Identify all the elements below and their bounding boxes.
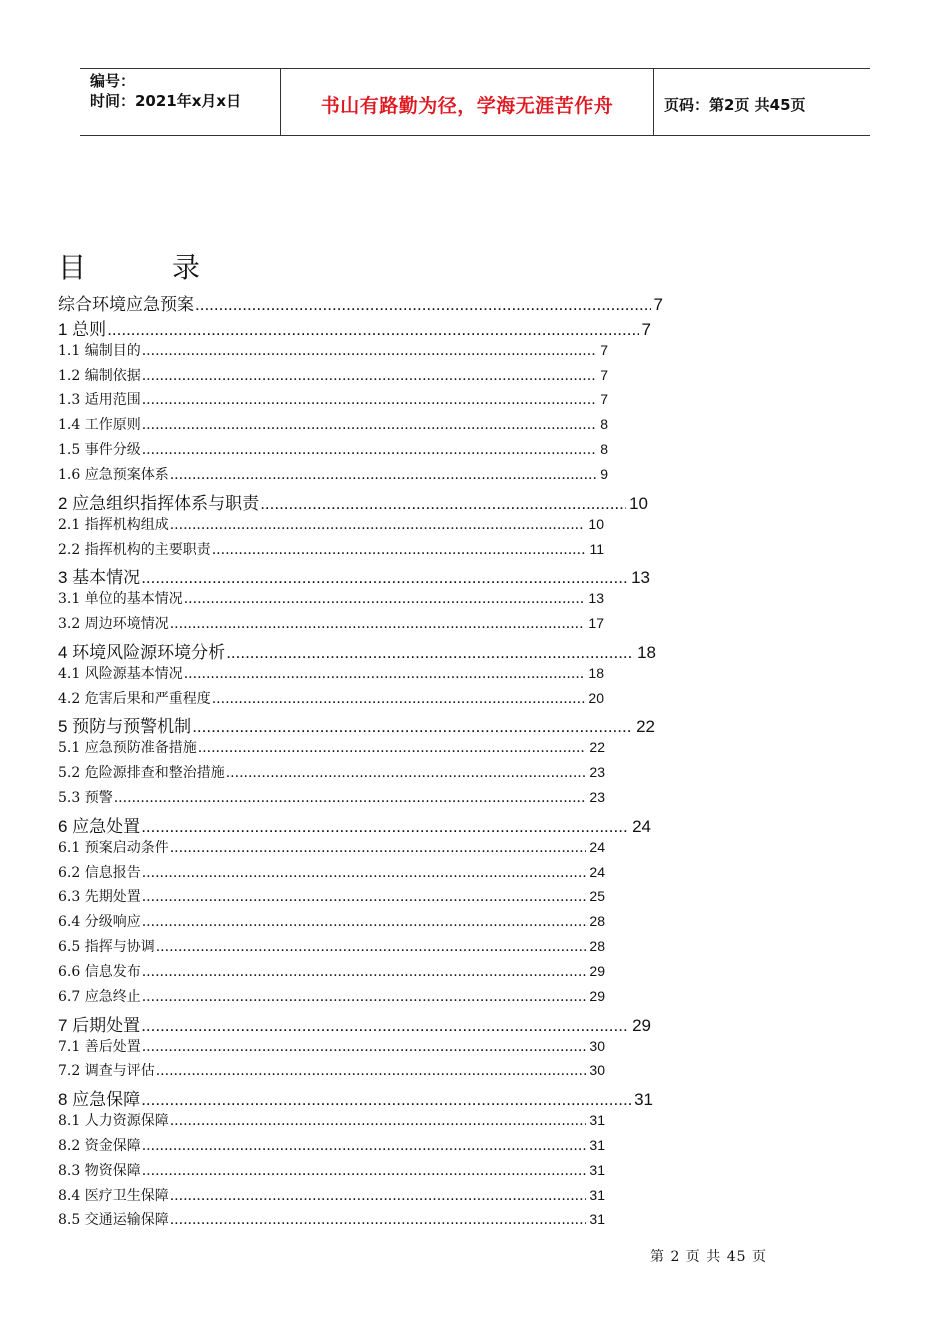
toc-dot-leader: [142, 964, 587, 980]
toc-entry-page: 24: [589, 863, 605, 880]
toc-dot-leader: [198, 740, 587, 756]
toc-entry-title: 2.2 指挥机构的主要职责: [58, 541, 211, 558]
toc-entry-title: 1.1 编制目的: [58, 342, 141, 359]
toc-entry-title: 6 应急处置: [58, 816, 141, 836]
toc-section-entry[interactable]: [58, 1060, 605, 1080]
toc-entry-title: 综合环境应急预案: [58, 295, 194, 314]
toc-dot-leader: [141, 568, 628, 588]
toc-entry-page: 31: [634, 1090, 653, 1110]
toc-dot-leader: [141, 817, 629, 837]
toc-dot-leader: [195, 295, 651, 315]
toc-entry-page: 10: [588, 515, 604, 532]
toc-entry-page: 28: [589, 913, 605, 930]
toc-entry-page: 24: [589, 838, 605, 855]
toc-entry-title: 4.2 危害后果和严重程度: [58, 690, 211, 707]
toc-section-entry[interactable]: [58, 439, 608, 459]
toc-entry-title: 1.5 事件分级: [58, 442, 141, 459]
toc-dot-leader: [184, 591, 586, 607]
toc-entry-title: 3.1 单位的基本情况: [58, 591, 183, 608]
toc-section-entry[interactable]: [58, 837, 605, 857]
header-meta-cell: [80, 69, 281, 135]
toc-section-entry[interactable]: [58, 389, 608, 409]
toc-entry-page: 29: [632, 1015, 651, 1035]
toc-entry-page: 31: [589, 1136, 605, 1153]
toc-section-entry[interactable]: [58, 464, 608, 484]
toc-entry-title: 6.3 先期处置: [58, 889, 141, 906]
toc-section-entry[interactable]: [58, 1209, 605, 1229]
toc-section-entry[interactable]: [58, 588, 604, 608]
header-page-cell: [654, 69, 870, 135]
toc-dot-leader: [142, 865, 587, 881]
toc-entry-page: 11: [589, 540, 604, 557]
toc-dot-leader: [170, 1113, 587, 1129]
toc-entry-page: 23: [589, 764, 605, 781]
toc-section-entry[interactable]: [58, 539, 604, 559]
toc-chapter-entry[interactable]: [58, 812, 651, 837]
toc-entry-page: 13: [631, 568, 650, 588]
toc-entry-page: 22: [636, 717, 655, 737]
date-label: 时间：2021年x月x日: [90, 92, 242, 110]
toc-dot-leader: [156, 939, 587, 955]
toc-section-entry[interactable]: [58, 911, 605, 931]
toc-entry-title: 6.5 指挥与协调: [58, 939, 155, 956]
document-header: [80, 68, 870, 136]
toc-entry-page: 31: [589, 1211, 605, 1228]
header-motto: 书山有路勤为径，学海无涯苦作舟: [320, 94, 614, 117]
toc-entry-page: 23: [589, 789, 605, 805]
toc-entry-title: 1.6 应急预案体系: [58, 466, 169, 483]
toc-dot-leader: [142, 392, 597, 408]
toc-entry-title: 6.4 分级响应: [58, 914, 141, 931]
toc-section-entry[interactable]: [58, 414, 608, 434]
toc-dot-leader: [142, 417, 597, 433]
toc-section-entry[interactable]: [58, 340, 608, 360]
toc-entry-page: 9: [600, 465, 608, 482]
toc-entry-title: 8 应急保障: [58, 1090, 141, 1110]
toc-dot-leader: [170, 517, 586, 533]
toc-dot-leader: [142, 889, 587, 905]
toc-entry-page: 18: [588, 664, 604, 681]
toc-entry-title: 5.2 危险源排查和整治措施: [58, 765, 225, 782]
toc-section-entry[interactable]: [58, 1160, 605, 1180]
toc-entry-title: 1.4 工作原则: [58, 417, 141, 434]
toc-title-part2: 录: [172, 251, 201, 284]
toc-entry-page: 22: [589, 739, 605, 756]
toc-dot-leader: [142, 343, 597, 359]
toc-chapter-entry[interactable]: [58, 290, 663, 315]
toc-chapter-entry[interactable]: [58, 638, 656, 663]
toc-section-entry[interactable]: [58, 961, 605, 981]
toc-dot-leader: [212, 542, 587, 558]
toc-chapter-entry[interactable]: [58, 1011, 651, 1036]
toc-chapter-entry[interactable]: [58, 315, 651, 340]
toc-entry-title: 6.1 预案启动条件: [58, 839, 169, 856]
toc-dot-leader: [142, 1039, 587, 1055]
toc-section-entry[interactable]: [58, 886, 605, 906]
toc-dot-leader: [142, 914, 587, 930]
toc-dot-leader: [142, 368, 597, 384]
toc-chapter-entry[interactable]: [58, 1085, 653, 1110]
toc-dot-leader: [107, 320, 638, 340]
toc-dot-leader: [114, 790, 587, 806]
toc-title-part1: 目: [58, 251, 87, 284]
toc-entry-title: 8.5 交通运输保障: [58, 1212, 169, 1229]
toc-section-entry[interactable]: [58, 613, 604, 633]
toc-section-entry[interactable]: [58, 688, 604, 708]
toc-entry-title: 8.3 物资保障: [58, 1162, 141, 1179]
toc-section-entry[interactable]: [58, 1185, 605, 1205]
toc-dot-leader: [170, 616, 586, 632]
toc-dot-leader: [142, 989, 587, 1005]
toc-dot-leader: [226, 765, 587, 781]
toc-dot-leader: [170, 1188, 587, 1204]
toc-section-entry[interactable]: [58, 1036, 605, 1056]
header-motto-cell: [281, 69, 654, 135]
toc-title: [58, 250, 200, 286]
toc-dot-leader: [142, 1138, 587, 1154]
toc-entry-title: 4 环境风险源环境分析: [58, 642, 226, 662]
toc-entry-page: 18: [637, 642, 656, 662]
toc-dot-leader: [226, 643, 634, 663]
toc-entry-title: 5 预防与预警机制: [58, 717, 192, 737]
toc-section-entry[interactable]: [58, 663, 604, 683]
toc-entry-title: 7.2 调查与评估: [58, 1063, 155, 1080]
toc-section-entry[interactable]: [58, 862, 605, 882]
toc-section-entry[interactable]: [58, 1110, 605, 1130]
toc-section-entry[interactable]: [58, 514, 604, 534]
toc-entry-page: 24: [632, 816, 651, 836]
toc-entry-page: 31: [589, 1186, 605, 1203]
toc-section-entry[interactable]: [58, 986, 605, 1006]
toc-entry-title: 6.6 信息发布: [58, 963, 141, 980]
toc-entry-page: 30: [589, 1062, 605, 1079]
toc-entry-page: 17: [588, 615, 604, 632]
toc-section-entry[interactable]: [58, 936, 605, 956]
toc-section-entry[interactable]: [58, 787, 605, 807]
toc-dot-leader: [192, 717, 633, 737]
toc-entry-title: 5.1 应急预防准备措施: [58, 740, 197, 757]
toc-entry-title: 8.1 人力资源保障: [58, 1113, 169, 1130]
toc-entry-page: 31: [589, 1112, 605, 1129]
header-page-info: 页码：第2页 共45页: [664, 95, 806, 114]
toc-entry-page: 8: [600, 416, 608, 433]
toc-section-entry[interactable]: [58, 737, 605, 757]
toc-dot-leader: [141, 1016, 629, 1036]
toc-entry-title: 1 总则: [58, 319, 107, 339]
toc-entry-page: 8: [600, 441, 608, 458]
toc-entry-title: 3 基本情况: [58, 568, 141, 588]
page-footer: 第 2 页 共 45 页: [650, 1249, 767, 1265]
toc-dot-leader: [141, 1090, 631, 1110]
toc-entry-title: 4.1 风险源基本情况: [58, 665, 183, 682]
toc-entry-title: 1.2 编制依据: [58, 367, 141, 384]
toc-chapter-entry[interactable]: [58, 712, 655, 737]
toc-entry-page: 7: [600, 391, 608, 408]
toc-dot-leader: [212, 691, 586, 707]
toc-entry-title: 5.3 预警: [58, 790, 113, 806]
toc-entry-title: 8.2 资金保障: [58, 1137, 141, 1154]
toc-entry-page: 13: [588, 590, 604, 607]
toc-dot-leader: [156, 1063, 587, 1079]
toc-dot-leader: [170, 1212, 587, 1228]
toc-section-entry[interactable]: [58, 365, 608, 385]
toc-entry-page: 31: [589, 1161, 605, 1178]
toc-entry-page: 28: [589, 938, 605, 955]
toc-entry-page: 7: [600, 366, 608, 383]
toc-entry-page: 7: [600, 341, 608, 358]
toc-entry-page: 30: [589, 1037, 605, 1054]
toc-section-entry[interactable]: [58, 1135, 605, 1155]
toc-entry-title: 7 后期处置: [58, 1015, 141, 1035]
toc-chapter-entry[interactable]: [58, 489, 648, 514]
toc-dot-leader: [170, 467, 597, 483]
toc-entry-page: 29: [589, 962, 605, 979]
toc-entry-page: 7: [641, 319, 651, 339]
toc-entry-title: 3.2 周边环境情况: [58, 616, 169, 633]
toc-entry-page: 29: [589, 987, 605, 1004]
toc-entry-title: 2.1 指挥机构组成: [58, 516, 169, 533]
toc-entry-title: 1.3 适用范围: [58, 392, 141, 409]
toc-dot-leader: [142, 442, 597, 458]
toc-entry-title: 6.7 应急终止: [58, 988, 141, 1005]
toc-section-entry[interactable]: [58, 762, 605, 782]
toc-entry-title: 2 应急组织指挥体系与职责: [58, 493, 260, 513]
toc-dot-leader: [142, 1163, 587, 1179]
toc-entry-title: 7.1 善后处置: [58, 1038, 141, 1055]
toc-dot-leader: [170, 840, 587, 856]
toc-dot-leader: [260, 494, 626, 514]
toc-entry-title: 8.4 医疗卫生保障: [58, 1187, 169, 1204]
toc-chapter-entry[interactable]: [58, 563, 650, 588]
toc-entry-title: 6.2 信息报告: [58, 864, 141, 881]
serial-number-label: 编号：: [90, 72, 136, 90]
toc-entry-page: 10: [629, 493, 648, 513]
toc-entry-page: 7: [653, 295, 663, 314]
toc-entry-page: 25: [589, 888, 605, 905]
toc-entry-page: 20: [588, 689, 604, 706]
toc-dot-leader: [184, 666, 586, 682]
